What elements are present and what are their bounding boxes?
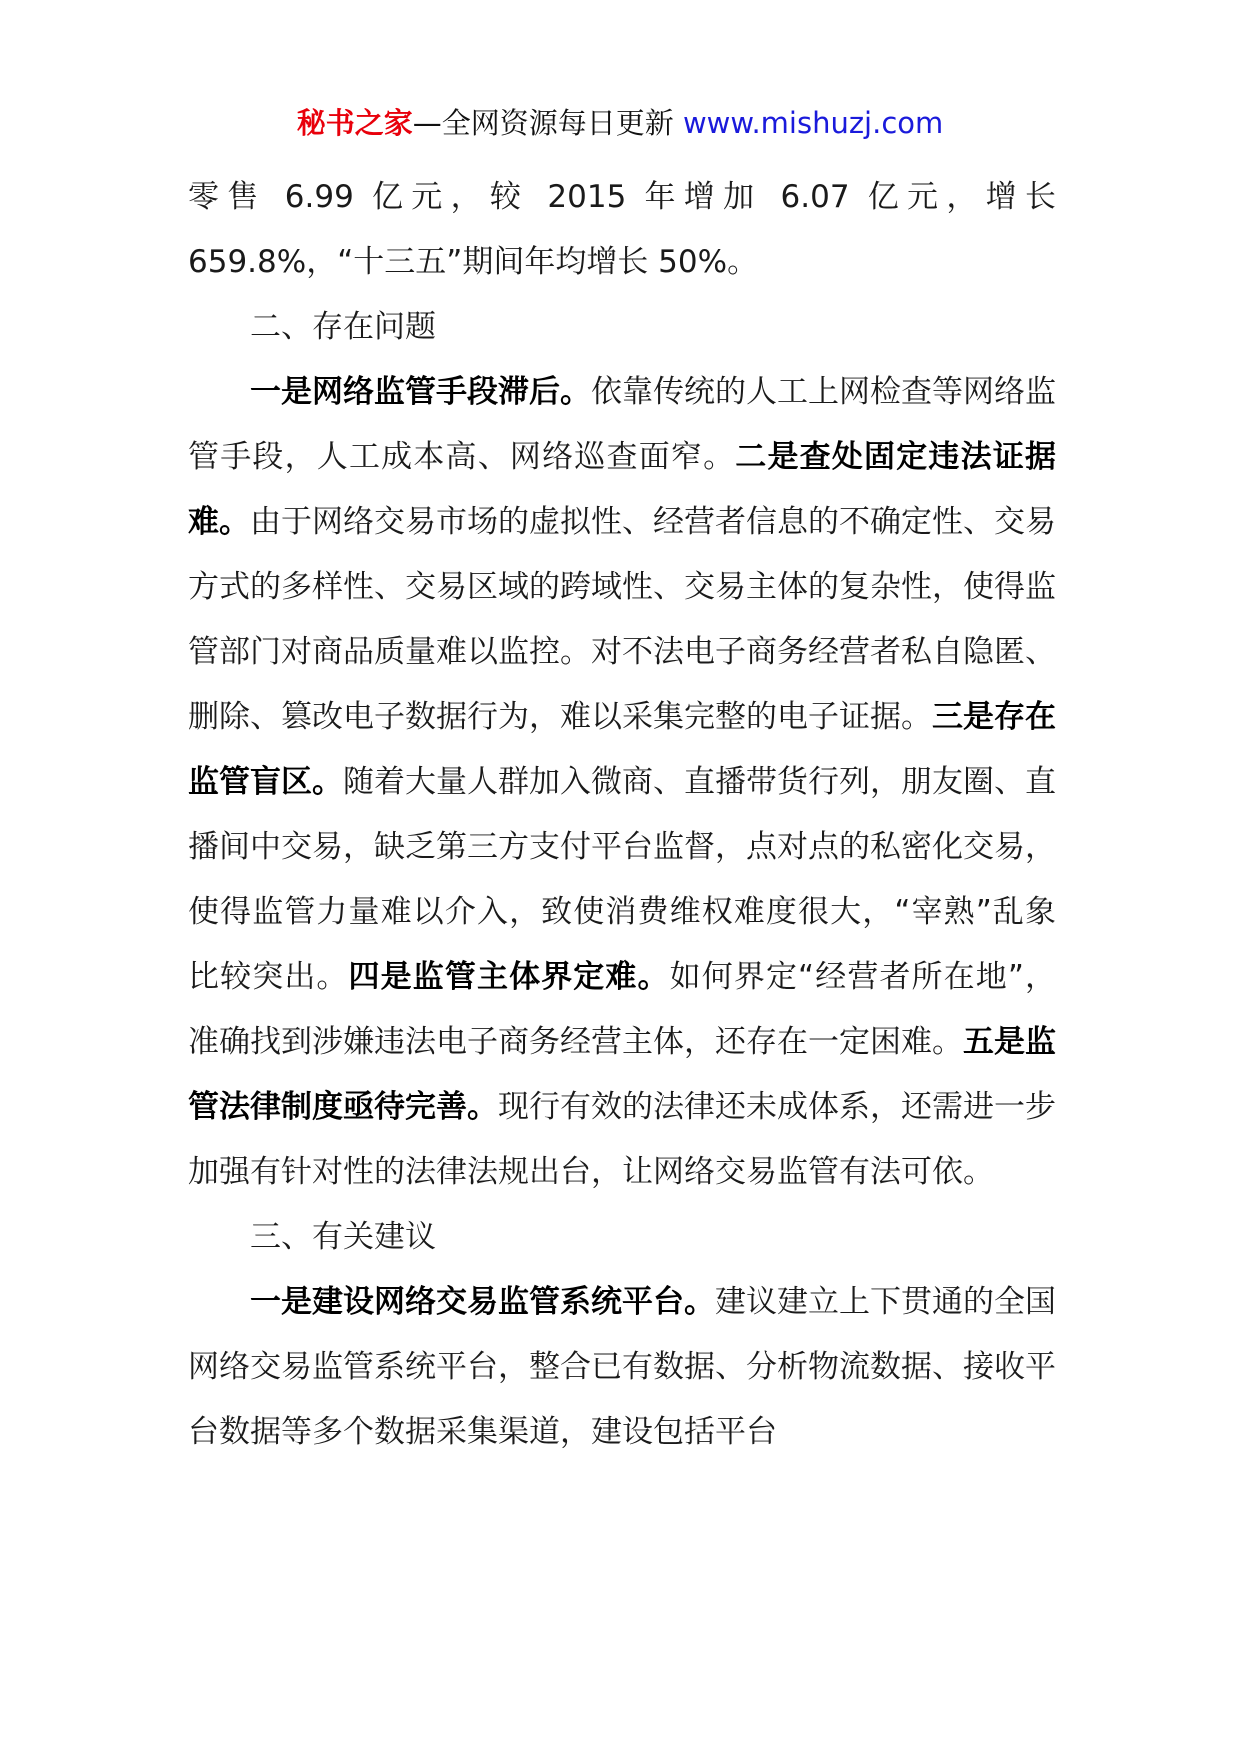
problem-3-text: 随着大量人群加入微商、直播带货行列，朋友圈、直播间中交易，缺乏第三方支付平台监督，点对点的私密化交易，使得监管力量难以介入，致使消费维权难度很大，“宰熟”乱象比较突出。: [188, 764, 1056, 995]
problem-1-text: 依靠传统的人工上网检查等网络监管手段，人工成本高、网络巡查面窄。: [188, 374, 1056, 475]
problem-5-title: 五是监管法律制度亟待完善。: [188, 1024, 1056, 1125]
intro-paragraph: 零售 6.99 亿元，较 2015 年增加 6.07 亿元，增长 659.8%，“十三五”期间年均增长 50%。: [188, 179, 1056, 280]
suggestion-1-title: 一是建设网络交易监管系统平台。: [250, 1284, 715, 1320]
site-brand: 秘书之家: [296, 106, 413, 140]
suggestion-1-text: 建议建立上下贯通的全国网络交易监管系统平台，整合已有数据、分析物流数据、接收平台数据等多个数据采集渠道，建设包括平台: [188, 1284, 1056, 1450]
problems-paragraph: [188, 360, 1056, 1205]
problem-2-title: 二是查处固定违法证据难。: [188, 439, 1057, 540]
problem-5-text: 现行有效的法律还未成体系，还需进一步加强有针对性的法律法规出台，让网络交易监管有法可依。: [188, 1089, 1056, 1190]
site-url-link[interactable]: www.mishuzj.com: [682, 106, 944, 140]
problem-4-text: 如何界定“经营者所在地”，准确找到涉嫌违法电子商务经营主体，还存在一定困难。: [188, 959, 1057, 1060]
problem-4-title: 四是监管主体界定难。: [348, 959, 670, 995]
document-body: [188, 165, 1056, 1465]
site-tagline: —全网资源每日更新: [412, 106, 674, 140]
section-heading-suggestions: 三、有关建议: [250, 1219, 436, 1255]
page-header: [0, 100, 1240, 146]
problem-1-title: 一是网络监管手段滞后。: [250, 374, 591, 410]
problem-2-text: 由于网络交易市场的虚拟性、经营者信息的不确定性、交易方式的多样性、交易区域的跨域性、交易主体的复杂性，使得监管部门对商品质量难以监控。对不法电子商务经营者私自隐匿、删除、篡改电子数据行为，难以采集完整的电子证据。: [188, 504, 1056, 735]
section-heading-problems: 二、存在问题: [250, 309, 436, 345]
suggestions-paragraph: [188, 1270, 1056, 1465]
problem-3-title: 三是存在监管盲区。: [188, 699, 1056, 800]
